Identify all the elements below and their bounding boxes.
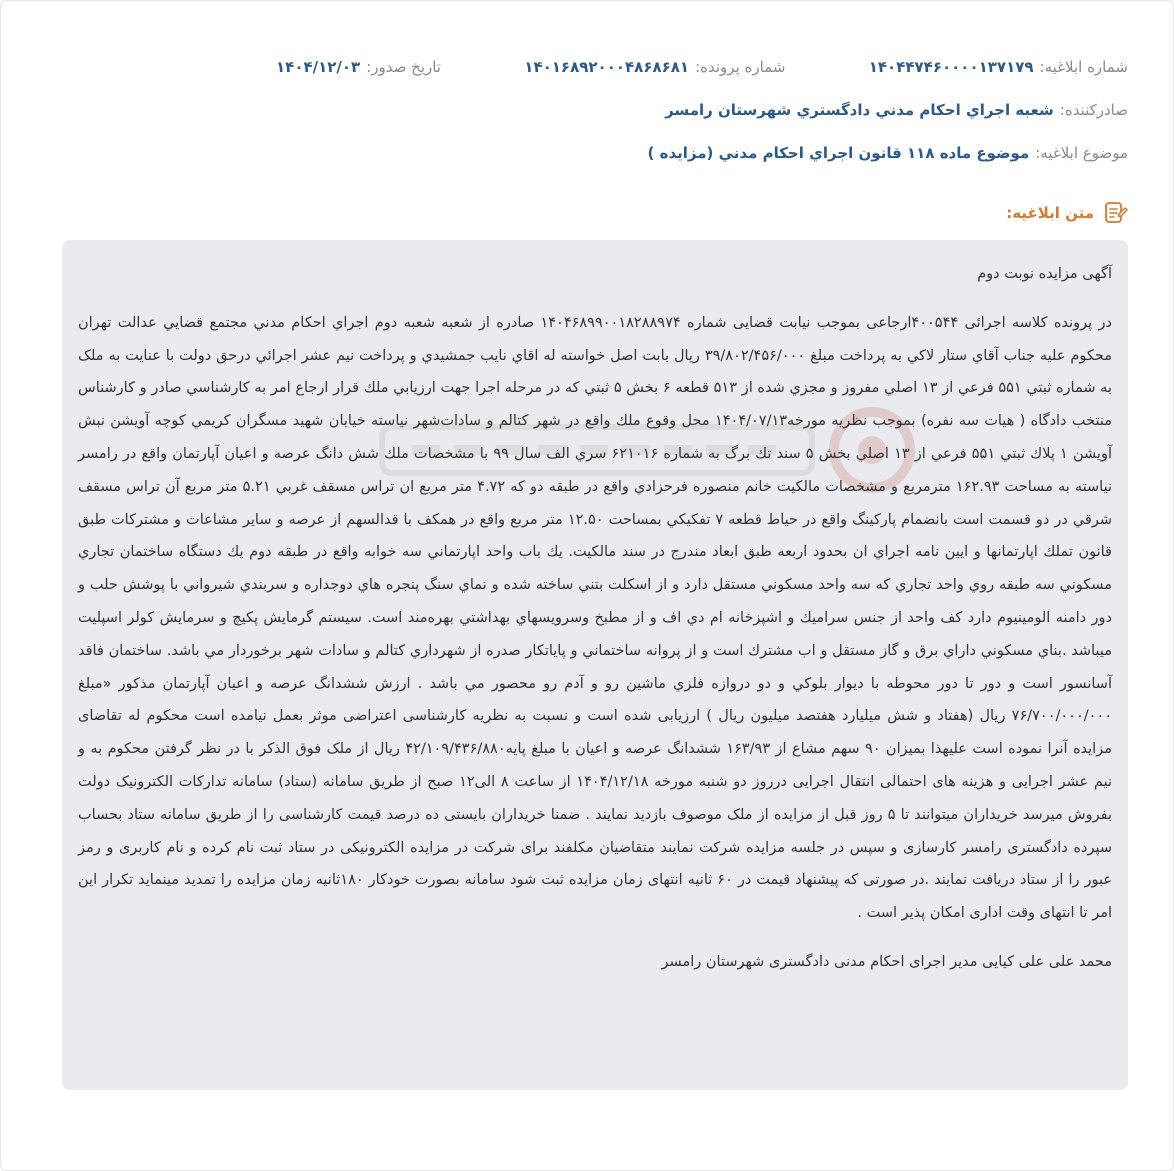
- issue-date: [276, 58, 441, 76]
- notice-text-title-label: متن ابلاغيه:: [1006, 204, 1094, 222]
- case-number-label: شماره پرونده:: [695, 58, 786, 76]
- notice-number-label: شماره ابلاغيه:: [1039, 58, 1128, 76]
- meta-row-subject: [46, 144, 1128, 162]
- meta-row-issuer: [46, 101, 1128, 119]
- notice-body-panel: [62, 240, 1128, 1090]
- subject-value: موضوع ماده ۱۱۸ قانون اجراي احکام مدني (مزايده ): [647, 144, 1030, 162]
- issue-date-value: ۱۴۰۴/۱۲/۰۳: [276, 58, 361, 76]
- notice-number: [869, 58, 1128, 76]
- case-number: [524, 58, 785, 76]
- case-number-value: ۱۴۰۱۶۸۹۲۰۰۰۴۸۶۸۶۸۱: [524, 58, 690, 76]
- notice-document-icon: [1102, 200, 1128, 226]
- issuer: [665, 101, 1128, 119]
- notice-text-title: [1006, 200, 1128, 226]
- meta-row-numbers: [46, 58, 1128, 76]
- issue-date-label: تاريخ صدور:: [366, 58, 441, 76]
- notice-body-text: [78, 258, 1112, 979]
- notice-signature: محمد علی علی کیایی مدیر اجرای احکام مدنی دادگستری شهرستان رامسر: [661, 953, 1112, 970]
- issuer-value: شعبه اجراي احکام مدني دادگستري شهرستان رامسر: [665, 101, 1054, 119]
- notice-main-paragraph: در پرونده کلاسه اجرائی ۴۰۰۵۴۴ارجاعی بموجب نیابت قضایی شماره ۱۴۰۴۶۸۹۹۰۰۱۸۲۸۸۹۷۴ صادره از شعبه شعبه دوم اجراي احكام مدني مجتمع قضايي عدالت تهران محكوم عليه جناب آقاي ستار لاكي به پرداخت مبلغ ۳۹/۸۰۲/۴۵۶/۰۰۰ ريال بابت اصل خواسته له اقاي نايب جمشيدي و پرداخت نيم عشر اجرائي درحق دولت با عنايت به ملک به شماره ثبتي ۵۵۱ فرعي از ۱۳ اصلي مفروز و مجزي شده از ۵۱۳ قطعه ۶ بخش ۵ ثبتي که در مرحله اجرا جهت ارزيابي ملك قرار ارجاع امر به كارشناسي صادر و كارشناس منتخب دادگاه ( هيات سه نفره) بموجب نظريه مورخه۱۴۰۴/۰۷/۱۳ محل وقوع ملك واقع در شهر كتالم و سادات‌شهر نياسته خيابان شهيد مسگران كريمي كوچه آويشن نبش آويشن ۱ پلاك ثبتي ۵۵۱ فرعي از ۱۳ اصلي بخش ۵ سند تك برگ به شماره ۶۲۱۰۱۶ سري الف سال ۹۹ با مشخصات ملك شش دانگ عرصه و اعيان آپارتمان واقع در رامسر نياسته به مساحت ۱۶۲.۹۳ مترمربع و مشخصات مالكيت خانم منصوره فرحزادي واقع در طبقه دو كه ۴.۷۲ متر مربع ان تراس مسقف غربي ۵.۲۱ متر مربع آن تراس مسقف شرقي در دو قسمت است بانضمام پاركينگ واقع در حياط قطعه ۷ تفكيكي بمساحت ۱۲.۵۰ متر مربع واقع در همكف با قدالسهم از عرصه و ساير مشاعات و مشتركات طبق قانون تملك اپارتمانها و ايين نامه اجراي ان بحدود اربعه طبق ابعاد مندرج در سند مالكيت. يك باب واحد اپارتماني سه خوابه واقع در طبقه دوم يك دستگاه ساختمان تجاري مسكوني سه طبقه روي واحد تجاري كه سه واحد مسكوني مستقل دارد و از اسكلت بتني ساخته شده و نماي سنگ پنجره هاي دوجداره و سربندي شيرواني با پوشش حلب و دور دامنه الومينيوم دارد كف واحد از جنس سراميك و اشپزخانه ام دي اف و از مطبخ وسرويسهاي بهداشتي بهره‌مند است. سيستم گرمايش پكيچ و سرمايش كولر اسپليت ميباشد .بناي مسكوني داراي برق و گاز مستقل و اب مشترك است و از پروانه ساختماني و پاياتكار صدره از شهرداري كتالم و سادات شهر برخوردار مي باشد. ساختمان فاقد آسانسور است و دور تا دور محوطه با ديوار بلوكي و دو دروازه فلزي ماشين رو و آدم رو محصور مي باشد . ارزش ششدانگ عرصه و اعیان آپارتمان مذکور «مبلغ ۷۶/۷۰۰/۰۰۰/۰۰۰ ریال (هفتاد و شش میلیارد هفتصد میلیون ریال ) ارزیابی شده است و نسبت به نظریه کارشناسی اعتراضی موثر بعمل نیامده است محکوم له تقاضای مزایده آنرا نموده است علیهذا بمیزان ۹۰ سهم مشاع از ۱۶۳/۹۳ ششدانگ عرصه و اعیان با مبلغ پایه۴۲/۱۰۹/۴۳۶/۸۸۰ ریال از ملک فوق الذکر با در نظر گرفتن محکوم به و نیم عشر اجرایی و هزینه های احتمالی انتقال اجرایی درروز دو شنبه مورخه ۱۴۰۴/۱۲/۱۸ از ساعت ۸ الی۱۲ صبح از طریق سامانه (ستاد) سامانه تدارکات الکترونیک دولت بفروش میرسد خریداران میتوانند تا ۵ روز قبل از مزایده از ملک موصوف بازدید نمایند . ضمنا خریداران بایستی ده درصد قیمت کارشناسی را از طریق سامانه ستاد بحساب سپرده دادگستری رامسر کارسازی و سپس در جلسه مزایده شرکت نمایند متقاضیان مکلفند برای شرکت در مزایده الکترونیکی در ستاد ثبت نام کرده و نام کاربری و رمز عبور را از ستاد دریافت نمایند .در صورتی که پیشنهاد قیمت در ۶۰ ثانیه انتهای زمان مزایده ثبت شود سامانه بصورت خودکار ۱۸۰ثانیه زمان مزایده را تمدید مینماید تکرار این امر تا انتهای وقت اداری امکان پذیر است .: [78, 314, 1112, 922]
- subject-label: موضوع ابلاغيه:: [1035, 144, 1128, 162]
- issuer-label: صادرکننده:: [1059, 101, 1128, 119]
- notice-heading: آگهی مزایده نوبت دوم: [977, 266, 1112, 282]
- subject: [648, 144, 1128, 162]
- notice-number-value: ۱۴۰۴۴۷۴۶۰۰۰۰۱۳۷۱۷۹: [868, 58, 1034, 76]
